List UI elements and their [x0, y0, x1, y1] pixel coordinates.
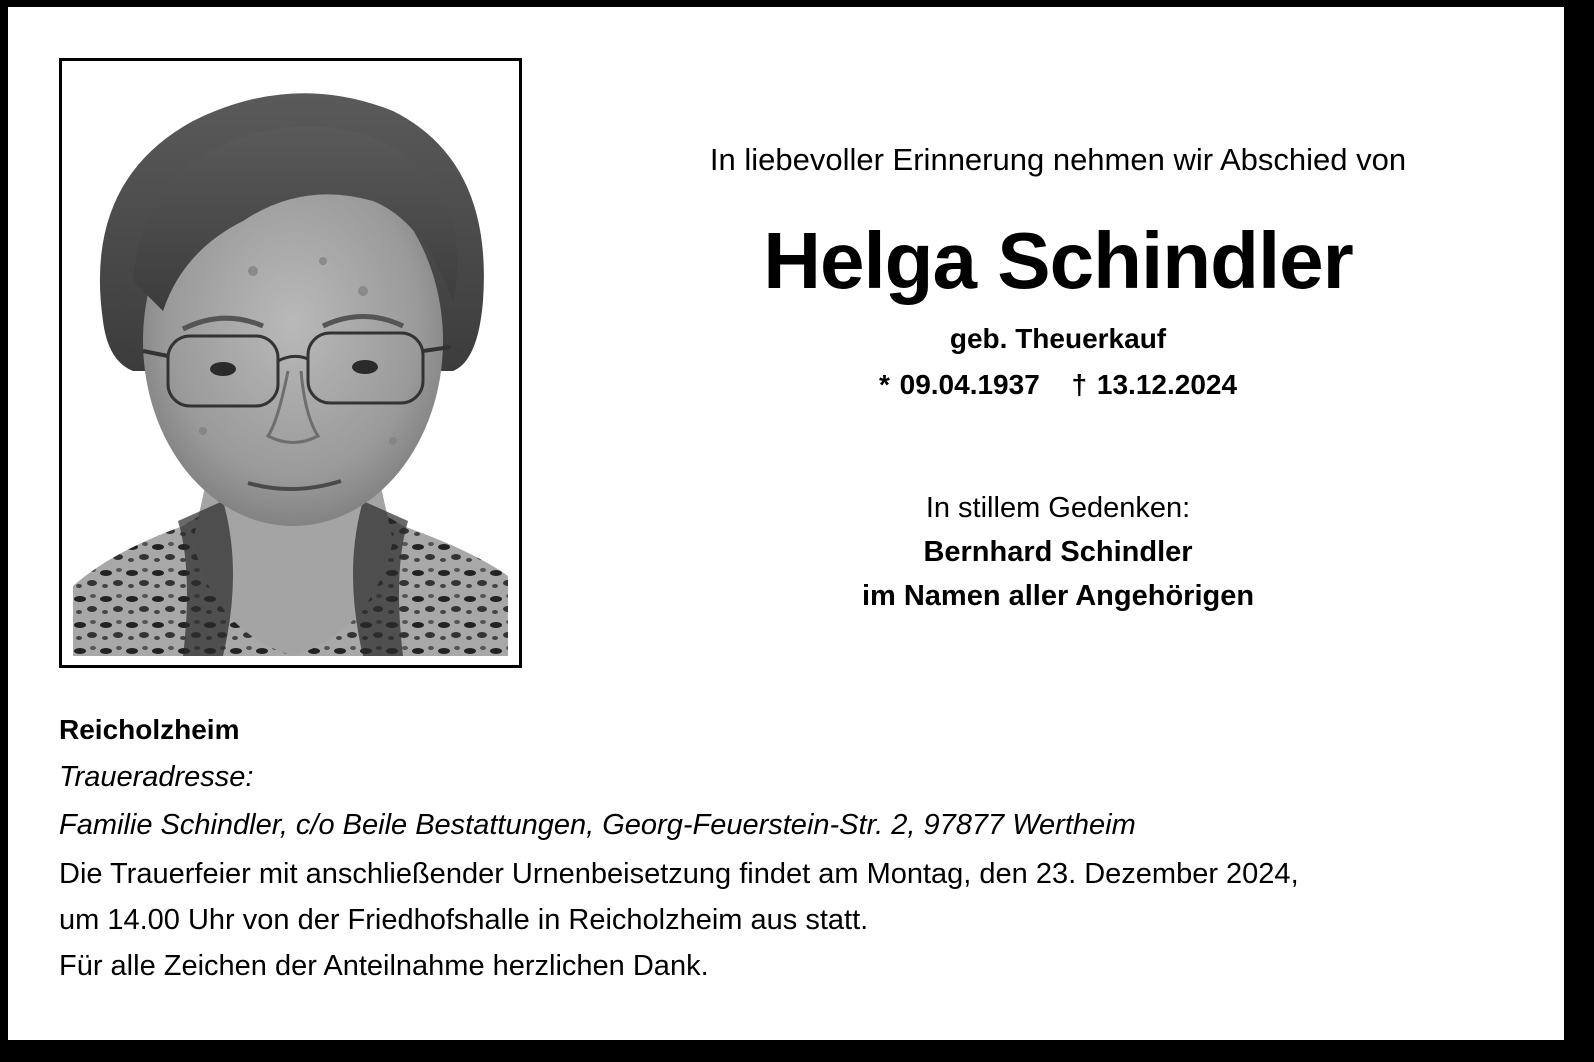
address-label: Traueradresse:	[59, 761, 254, 793]
thanks-line: Für alle Zeichen der Anteilnahme herzlichen Dank.	[59, 950, 709, 982]
intro-line: In liebevoller Erinnerung nehmen wir Abschied von	[709, 142, 1407, 177]
ceremony-info	[59, 851, 1539, 989]
life-dates	[648, 365, 1468, 405]
mourning-address: Familie Schindler, c/o Beile Bestattungen, Georg-Feuerstein-Str. 2, 97877 Wertheim	[59, 809, 1136, 841]
maiden-name: geb. Theuerkauf	[949, 323, 1167, 354]
mourner-name: Bernhard Schindler	[923, 536, 1193, 568]
ceremony-line: um 14.00 Uhr von der Friedhofshalle in Reicholzheim aus statt.	[59, 904, 869, 936]
deceased-name: Helga Schindler	[763, 216, 1353, 305]
memory-line: In stillem Gedenken:	[925, 492, 1191, 524]
obituary-footer	[59, 707, 1539, 989]
place-name: Reicholzheim	[59, 714, 240, 745]
death-date: 13.12.2024	[1096, 369, 1238, 400]
photo-frame	[59, 58, 522, 668]
birth-date: 09.04.1937	[899, 369, 1040, 400]
obituary-notice	[8, 7, 1564, 1040]
portrait-photo-icon	[73, 71, 508, 656]
ceremony-line: Die Trauerfeier mit anschließender Urnenbeisetzung findet am Montag, den 23. Dezember 2024,	[59, 858, 1299, 890]
death-cross-icon: †	[1071, 369, 1088, 400]
portrait-photo	[73, 71, 508, 656]
mourner-subline: im Namen aller Angehörigen	[861, 580, 1255, 612]
birth-star-icon: *	[878, 369, 890, 400]
